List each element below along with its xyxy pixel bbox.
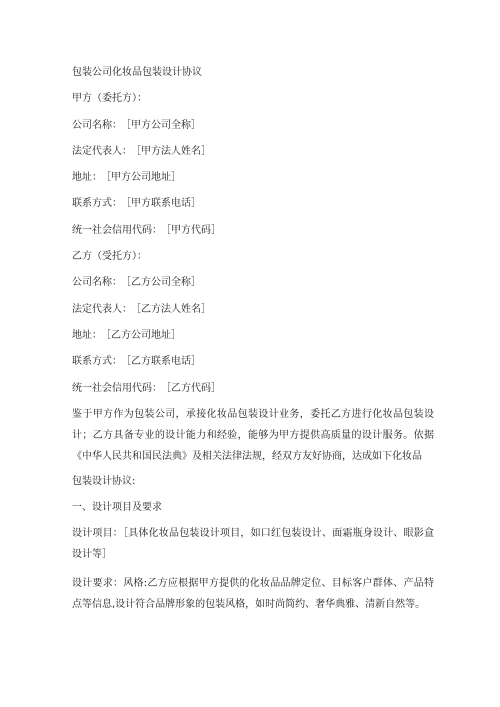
field-label: 公司名称： [72, 277, 122, 289]
field-value: ［甲方公司全称］ [126, 119, 201, 131]
document-body [72, 66, 434, 615]
field-value: ［乙方联系电话］ [126, 356, 201, 368]
preamble-paragraph: 鉴于甲方作为包装公司，承接化妆品包装设计业务，委托乙方进行化妆品包装设计；乙方具备专业的设计能力和经验，能够为甲方提供高质量的设计服务。依据《中华人民共和国民法典》及相关法律法规，经双方友好协商，达成如下化妆品 [72, 408, 434, 462]
field-label: 联系方式： [72, 356, 122, 368]
field-value: ［甲方公司地址］ [106, 172, 181, 184]
party-b-legal-representative [72, 303, 434, 317]
field-value: ［甲方代码］ [166, 224, 221, 236]
field-value: ［甲方联系电话］ [126, 198, 201, 210]
field-value: ［乙方公司全称］ [126, 277, 201, 289]
field-label: 联系方式： [72, 198, 122, 210]
agreement-heading: 包装设计协议: [72, 475, 136, 487]
party-a-contact [72, 197, 434, 211]
party-b-contact [72, 355, 434, 369]
field-value: ［乙方公司地址］ [106, 329, 181, 341]
party-a-legal-representative [72, 145, 434, 159]
party-b-address [72, 329, 434, 343]
field-label: 公司名称： [72, 119, 122, 131]
field-label: 法定代表人： [72, 145, 132, 157]
section-heading: 一、设计项目及要求 [72, 501, 162, 513]
field-value: ［乙方法人姓名］ [136, 303, 211, 315]
field-label: 统一社会信用代码： [72, 224, 162, 236]
field-label: 地址： [72, 172, 102, 184]
party-a-heading: 甲方（委托方）： [72, 93, 147, 105]
field-label: 地址： [72, 329, 102, 341]
party-a-address [72, 171, 434, 185]
design-project-paragraph: 设计项目：［具体化妆品包装设计项目，如口红包装设计、面霜瓶身设计、眼影盒设计等］ [72, 527, 434, 560]
party-b-company-name [72, 276, 434, 290]
field-label: 统一社会信用代码： [72, 382, 162, 394]
field-label: 法定代表人： [72, 303, 132, 315]
document-title: 包装公司化妆品包装设计协议 [72, 67, 202, 78]
field-value: ［甲方法人姓名］ [136, 145, 211, 157]
party-a-company-name [72, 119, 434, 133]
design-requirements-paragraph: 设计要求：风格:乙方应根据甲方提供的化妆品品牌定位、目标客户群体、产品特点等信息,设计符合品牌形象的包装风格，如时尚简约、奢华典雅、清新自然等。 [72, 577, 434, 610]
field-value: ［乙方代码］ [166, 382, 221, 394]
party-b-heading: 乙方（受托方）： [72, 251, 147, 263]
party-b-credit-code [72, 382, 434, 396]
party-a-credit-code [72, 224, 434, 238]
